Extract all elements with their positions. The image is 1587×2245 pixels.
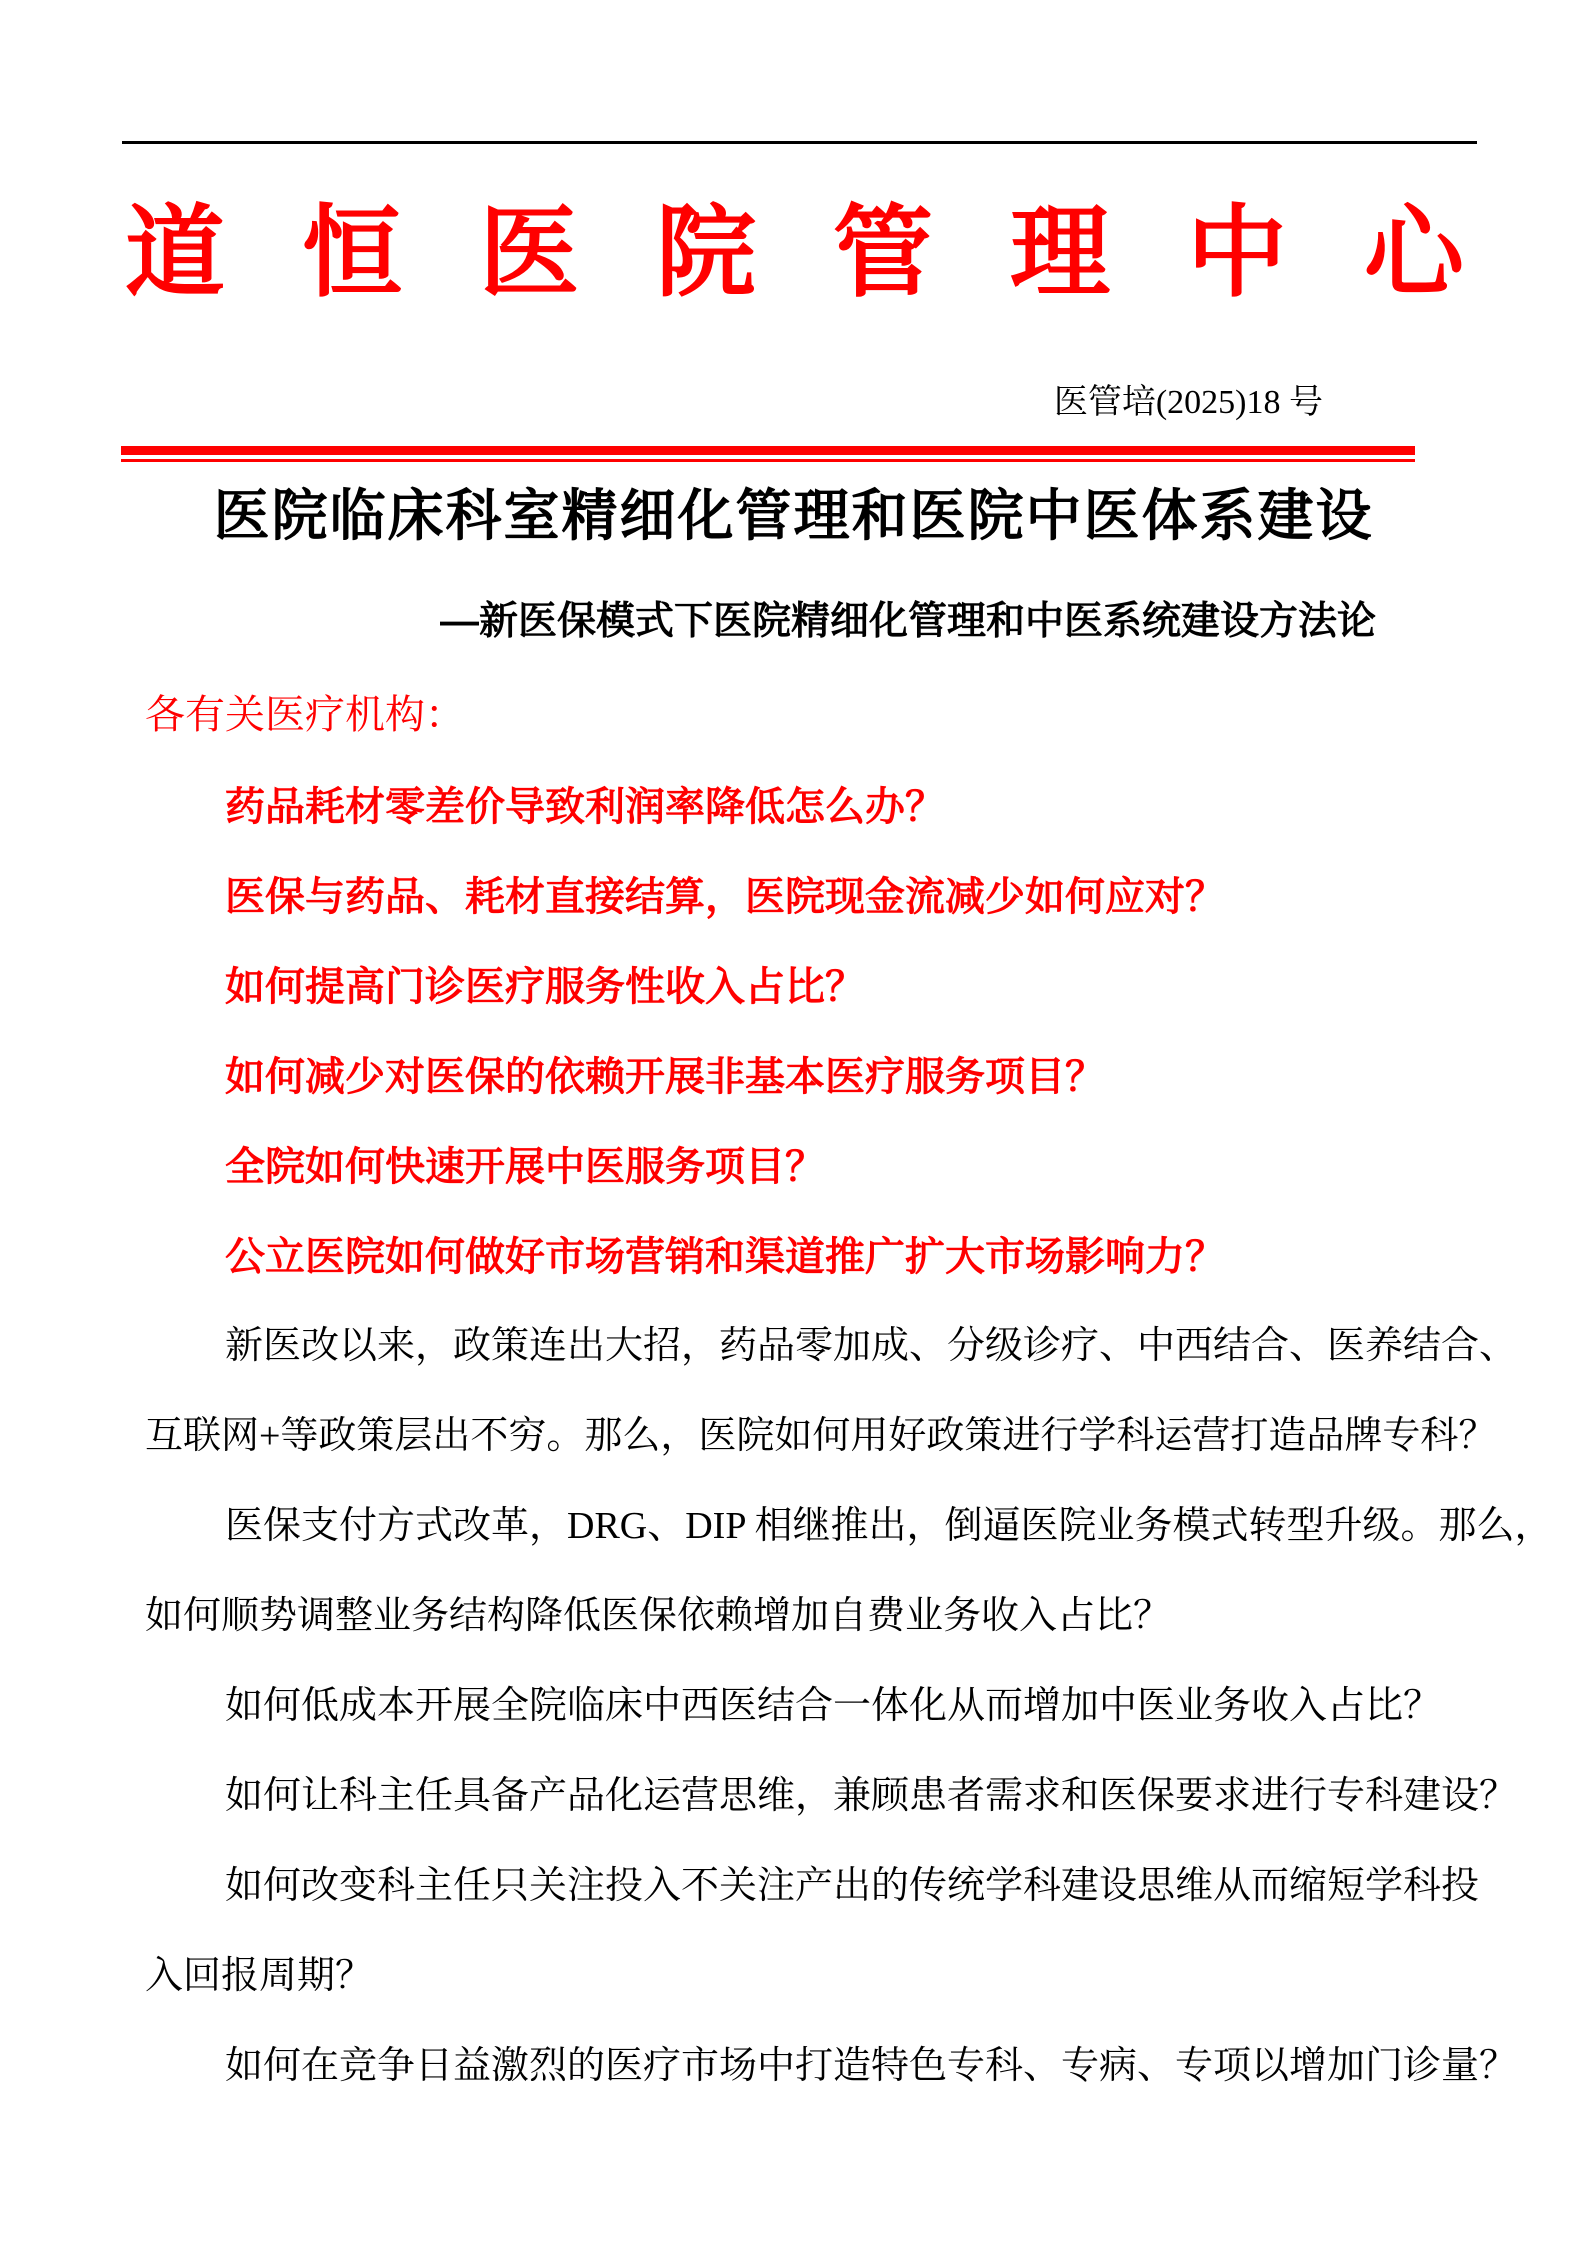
red-rule-thin [121,459,1415,462]
body-line: 如何让科主任具备产品化运营思维，兼顾患者需求和医保要求进行专科建设？ [225,1775,1518,1817]
question-line: 公立医院如何做好市场营销和渠道推广扩大市场影响力？ [225,1234,1225,1279]
body-line: 如何低成本开展全院临床中西医结合一体化从而增加中医业务收入占比？ [225,1685,1442,1727]
top-divider-line [122,141,1477,144]
question-line: 药品耗材零差价导致利润率降低怎么办？ [225,784,945,829]
body-line: 入回报周期？ [145,1955,374,1997]
question-line: 如何提高门诊医疗服务性收入占比？ [225,964,865,1009]
main-title: 医院临床科室精细化管理和医院中医体系建设 [213,484,1374,547]
question-line: 如何减少对医保的依赖开展非基本医疗服务项目？ [225,1054,1105,1099]
red-rule-thick [121,446,1415,455]
body-line: 医保支付方式改革，DRG、DIP 相继推出，倒逼医院业务模式转型升级。那么， [225,1505,1553,1547]
body-line: 新医改以来，政策连出大招，药品零加成、分级诊疗、中西结合、医养结合、 [225,1325,1518,1367]
body-line: 互联网+等政策层出不穷。那么，医院如何用好政策进行学科运营打造品牌专科？ [145,1415,1497,1457]
question-line: 全院如何快速开展中医服务项目？ [225,1144,825,1189]
org-title: 道恒医院管理中心 [125,197,1541,309]
document-number: 医管培(2025)18 号 [1053,384,1323,421]
body-line: 如何改变科主任只关注投入不关注产出的传统学科建设思维从而缩短学科投 [225,1865,1480,1907]
body-line: 如何在竞争日益激烈的医疗市场中打造特色专科、专病、专项以增加门诊量？ [225,2045,1518,2087]
question-line: 医保与药品、耗材直接结算，医院现金流减少如何应对？ [225,874,1225,919]
salutation: 各有关医疗机构： [145,692,465,737]
body-line: 如何顺势调整业务结构降低医保依赖增加自费业务收入占比？ [145,1595,1172,1637]
subtitle: —新医保模式下医院精细化管理和中医系统建设方法论 [440,600,1377,643]
